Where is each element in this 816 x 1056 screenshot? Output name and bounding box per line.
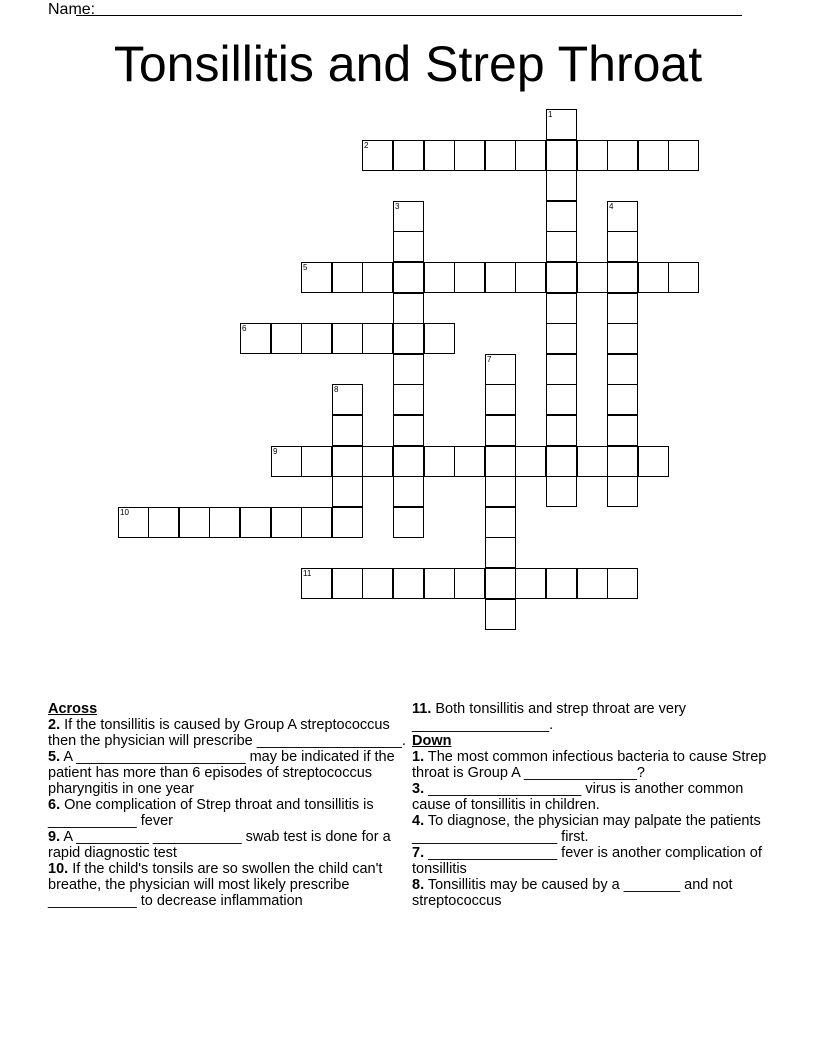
grid-cell[interactable] [607, 231, 638, 262]
grid-cell[interactable] [148, 507, 179, 538]
clue-text: The most common infectious bacteria to cause Strep throat is Group A ______________? [412, 749, 767, 781]
clue [412, 813, 774, 845]
cell-number: 5 [303, 263, 308, 272]
clue [48, 861, 410, 909]
grid-cell[interactable] [607, 354, 638, 385]
cell-number: 7 [487, 355, 492, 364]
clue [412, 845, 774, 877]
grid-cell[interactable] [454, 568, 485, 599]
clue-number: 7. [412, 845, 425, 861]
cell-number: 1 [548, 110, 553, 119]
cell-number: 2 [364, 141, 369, 150]
grid-cell[interactable] [332, 476, 363, 507]
grid-cell[interactable] [485, 537, 516, 568]
down-heading: Down [412, 733, 452, 749]
clue-number: 9. [48, 829, 61, 845]
grid-cell[interactable] [301, 446, 332, 477]
grid-cell[interactable] [332, 446, 363, 477]
grid-cell[interactable] [454, 262, 485, 293]
name-label-text: Name: [48, 1, 96, 18]
grid-cell[interactable] [393, 446, 424, 477]
across-clues [48, 701, 410, 909]
clue [412, 877, 774, 909]
grid-cell[interactable] [485, 354, 516, 385]
grid-cell[interactable] [393, 568, 424, 599]
grid-cell[interactable] [577, 568, 608, 599]
clue-text: If the tonsillitis is caused by Group A streptococcus then the physician will prescribe __________________. [48, 717, 406, 749]
clue [48, 717, 410, 749]
cell-number: 3 [395, 202, 400, 211]
grid-cell[interactable] [179, 507, 210, 538]
grid-cell[interactable] [393, 384, 424, 415]
grid-cell[interactable] [301, 262, 332, 293]
page-title: Tonsillitis and Strep Throat [113, 36, 703, 92]
grid-cell[interactable] [393, 323, 424, 354]
grid-cell[interactable] [485, 415, 516, 446]
grid-cell[interactable] [485, 262, 516, 293]
grid-cell[interactable] [546, 231, 577, 262]
grid-cell[interactable] [577, 262, 608, 293]
clue-text: If the child's tonsils are so swollen the child can't breathe, the physician will most likely prescribe ___________ to decrease inflammation [48, 861, 383, 909]
clue-text: Both tonsillitis and strep throat are very _________________. [412, 701, 687, 733]
clue-number: 5. [48, 749, 61, 765]
grid-cell[interactable] [607, 323, 638, 354]
grid-cell[interactable] [485, 384, 516, 415]
grid-cell[interactable] [209, 507, 240, 538]
grid-cell[interactable] [271, 446, 302, 477]
grid-cell[interactable] [485, 446, 516, 477]
clue-number: 8. [412, 877, 425, 893]
clue [412, 781, 774, 813]
grid-cell[interactable] [393, 140, 424, 171]
grid-cell[interactable] [362, 262, 393, 293]
grid-cell[interactable] [362, 323, 393, 354]
grid-cell[interactable] [546, 201, 577, 232]
grid-cell[interactable] [607, 201, 638, 232]
grid-cell[interactable] [332, 384, 363, 415]
grid-cell[interactable] [546, 170, 577, 201]
cell-number: 4 [609, 202, 614, 211]
grid-cell[interactable] [607, 384, 638, 415]
clue-number: 11. [412, 701, 432, 717]
grid-cell[interactable] [485, 507, 516, 538]
grid-cell[interactable] [485, 599, 516, 630]
grid-cell[interactable] [332, 507, 363, 538]
grid-cell[interactable] [546, 384, 577, 415]
grid-cell[interactable] [515, 140, 546, 171]
grid-cell[interactable] [485, 568, 516, 599]
grid-cell[interactable] [546, 446, 577, 477]
grid-cell[interactable] [271, 323, 302, 354]
grid-cell[interactable] [546, 262, 577, 293]
grid-cell[interactable] [546, 476, 577, 507]
right-clue-column [412, 701, 774, 909]
clue-text: Tonsillitis may be caused by a _______ and not streptococcus [412, 877, 733, 909]
grid-cell[interactable] [515, 262, 546, 293]
grid-cell[interactable] [577, 140, 608, 171]
clue [412, 749, 774, 781]
grid-cell[interactable] [546, 568, 577, 599]
grid-cell[interactable] [546, 293, 577, 324]
clue-text: A _____________________ may be indicated if the patient has more than 6 episodes of streptococcus pharyngitis in one year [48, 749, 395, 797]
grid-cell[interactable] [607, 415, 638, 446]
grid-cell[interactable] [424, 262, 455, 293]
grid-cell[interactable] [332, 262, 363, 293]
grid-cell[interactable] [332, 568, 363, 599]
clue [48, 829, 410, 861]
clue-text: To diagnose, the physician may palpate the patients __________________ first. [412, 813, 761, 845]
clue-text: One complication of Strep throat and tonsillitis is ___________ fever [48, 797, 374, 829]
grid-cell[interactable] [668, 140, 699, 171]
grid-cell[interactable] [362, 140, 393, 171]
clue-text: A _________ ___________ swab test is done for a rapid diagnostic test [48, 829, 391, 861]
grid-cell[interactable] [638, 262, 669, 293]
clue-number: 2. [48, 717, 61, 733]
clue-text: ________________ fever is another complication of tonsillitis [412, 845, 762, 877]
grid-cell[interactable] [454, 140, 485, 171]
grid-cell[interactable] [546, 140, 577, 171]
clue-text: ___________________ virus is another common cause of tonsillitis in children. [412, 781, 744, 813]
grid-cell[interactable] [577, 446, 608, 477]
clue-number: 10. [48, 861, 69, 877]
grid-cell[interactable] [607, 293, 638, 324]
grid-cell[interactable] [332, 323, 363, 354]
grid-cell[interactable] [301, 507, 332, 538]
grid-cell[interactable] [393, 201, 424, 232]
grid-cell[interactable] [638, 140, 669, 171]
grid-cell[interactable] [393, 231, 424, 262]
grid-cell[interactable] [424, 568, 455, 599]
grid-cell[interactable] [332, 415, 363, 446]
grid-cell[interactable] [515, 568, 546, 599]
grid-cell[interactable] [393, 354, 424, 385]
grid-cell[interactable] [393, 476, 424, 507]
grid-cell[interactable] [607, 476, 638, 507]
grid-cell[interactable] [546, 109, 577, 140]
grid-cell[interactable] [362, 568, 393, 599]
grid-cell[interactable] [546, 415, 577, 446]
grid-cell[interactable] [424, 140, 455, 171]
clue [412, 701, 774, 733]
grid-cell[interactable] [607, 140, 638, 171]
grid-cell[interactable] [668, 262, 699, 293]
clue-number: 6. [48, 797, 61, 813]
cell-number: 9 [273, 447, 278, 456]
grid-cell[interactable] [607, 262, 638, 293]
grid-cell[interactable] [271, 507, 302, 538]
grid-cell[interactable] [485, 140, 516, 171]
clue-number: 1. [412, 749, 425, 765]
across-heading: Across [48, 701, 98, 717]
clue-number: 4. [412, 813, 425, 829]
clue [48, 749, 410, 797]
grid-cell[interactable] [607, 446, 638, 477]
clue [48, 797, 410, 829]
grid-cell[interactable] [301, 568, 332, 599]
grid-cell[interactable] [240, 507, 271, 538]
grid-cell[interactable] [393, 262, 424, 293]
grid-cell[interactable] [638, 446, 669, 477]
grid-cell[interactable] [546, 354, 577, 385]
cell-number: 10 [120, 508, 129, 517]
grid-cell[interactable] [118, 507, 149, 538]
grid-cell[interactable] [362, 446, 393, 477]
grid-cell[interactable] [424, 323, 455, 354]
grid-cell[interactable] [546, 323, 577, 354]
grid-cell[interactable] [485, 476, 516, 507]
cell-number: 6 [242, 324, 247, 333]
grid-cell[interactable] [454, 446, 485, 477]
grid-cell[interactable] [240, 323, 271, 354]
cell-number: 11 [303, 569, 312, 578]
grid-cell[interactable] [607, 568, 638, 599]
clue-number: 3. [412, 781, 425, 797]
grid-cell[interactable] [393, 507, 424, 538]
grid-cell[interactable] [393, 293, 424, 324]
grid-cell[interactable] [515, 446, 546, 477]
grid-cell[interactable] [301, 323, 332, 354]
grid-cell[interactable] [393, 415, 424, 446]
cell-number: 8 [334, 385, 339, 394]
grid-cell[interactable] [424, 446, 455, 477]
